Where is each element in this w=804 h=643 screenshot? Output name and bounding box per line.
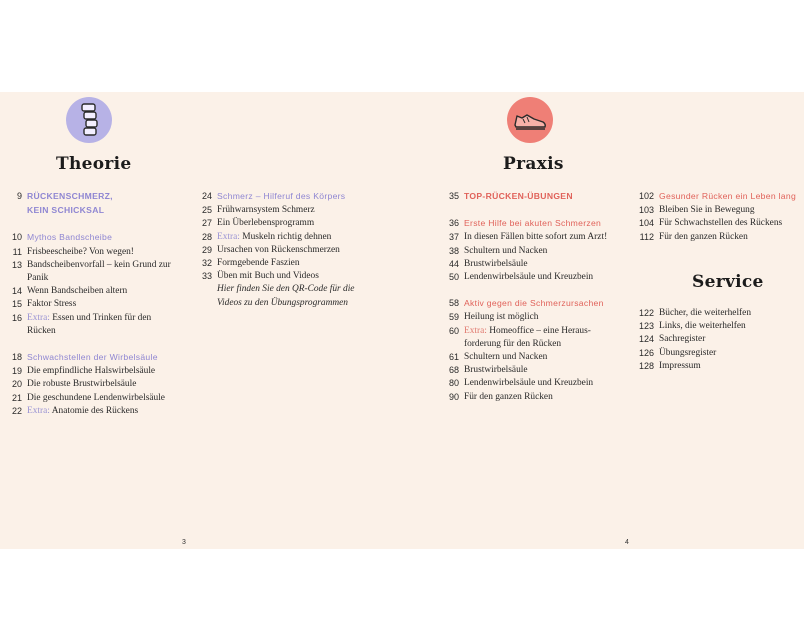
- section-heading-theorie: Theorie: [56, 154, 132, 174]
- toc-column-service: [632, 307, 804, 373]
- toc-text: Frisbeescheibe? Von wegen!: [27, 246, 134, 257]
- toc-text: Für den ganzen Rücken: [464, 391, 553, 402]
- toc-entry: [437, 391, 627, 404]
- toc-entry-title: [27, 272, 194, 285]
- toc-entry-title: [659, 307, 804, 320]
- sneaker-icon: [507, 97, 553, 143]
- toc-text: Ein Überlebensprogramm: [217, 218, 315, 229]
- toc-entry-title: [217, 270, 384, 283]
- toc-entry: [632, 231, 804, 244]
- extra-label: Extra:: [27, 405, 52, 416]
- extra-label: Extra:: [27, 312, 53, 323]
- toc-page-number: 18: [11, 352, 22, 363]
- toc-entry-title: [27, 285, 194, 298]
- toc-text: Frühwarnsystem Schmerz: [217, 205, 315, 216]
- toc-entry-title: [659, 231, 804, 244]
- toc-page-number: 112: [639, 231, 654, 242]
- toc-page-number: 90: [448, 391, 459, 402]
- toc-entry-title: [27, 231, 194, 245]
- toc-entry: [437, 311, 627, 324]
- toc-page-number: 22: [11, 405, 22, 416]
- toc-entry-title: [464, 377, 627, 390]
- toc-entry-title: [27, 365, 194, 378]
- toc-page-number: 28: [201, 231, 212, 242]
- toc-entry-title: [27, 190, 194, 204]
- toc-entry: [4, 259, 194, 272]
- toc-entry: [437, 364, 627, 377]
- toc-spacer: [4, 338, 194, 351]
- toc-entry-title: [27, 246, 194, 259]
- toc-text: RÜCKENSCHMERZ,: [27, 191, 113, 201]
- toc-text: Essen und Trinken für den: [52, 312, 152, 323]
- toc-page-number: 61: [448, 352, 459, 363]
- toc-page-number: 102: [638, 191, 654, 201]
- toc-entry-title: [27, 325, 194, 338]
- toc-page-number: 27: [201, 218, 212, 229]
- toc-text: Ursachen von Rückenschmerzen: [217, 244, 340, 255]
- toc-column-praxis-1: [437, 190, 627, 404]
- toc-page-number: 16: [11, 312, 22, 323]
- toc-text: KEIN SCHICKSAL: [27, 205, 105, 216]
- toc-page-number: 32: [201, 258, 212, 269]
- toc-text: Gesunder Rücken ein Leben lang: [659, 191, 797, 201]
- toc-page-number: 14: [11, 286, 22, 297]
- toc-entry: [4, 298, 194, 311]
- toc-text: Die geschundene Lendenwirbelsäule: [27, 392, 165, 403]
- toc-page-number: 60: [448, 325, 459, 336]
- toc-entry-title: [659, 347, 804, 360]
- toc-entry-title: [27, 351, 194, 365]
- toc-entry-title: [464, 231, 627, 244]
- toc-text: Brustwirbelsäule: [464, 365, 528, 376]
- toc-entry: [437, 231, 627, 244]
- toc-page-number: [194, 297, 217, 310]
- toc-entry-title: [217, 244, 384, 257]
- toc-entry-title: [217, 217, 384, 230]
- toc-entry: [194, 204, 384, 217]
- toc-text: Für den ganzen Rücken: [659, 231, 748, 242]
- toc-entry-title: [464, 338, 627, 351]
- toc-page-number: 29: [201, 244, 212, 255]
- toc-entry-title: [659, 217, 804, 230]
- page-number-left: 3: [182, 539, 186, 546]
- toc-page-number: [194, 283, 217, 296]
- toc-entry-title: [27, 312, 194, 325]
- toc-spacer: [4, 218, 194, 231]
- toc-entry: [194, 297, 384, 310]
- toc-entry: [4, 285, 194, 298]
- toc-entry-title: [464, 364, 627, 377]
- toc-entry-title: [464, 271, 627, 284]
- toc-text: forderung für den Rücken: [464, 338, 562, 349]
- toc-page-number: 25: [201, 205, 212, 216]
- toc-page-number: 122: [638, 308, 654, 318]
- toc-entry: [4, 405, 194, 418]
- toc-text: Panik: [27, 273, 49, 284]
- toc-entry-title: [659, 360, 804, 373]
- toc-page-number: 37: [448, 232, 459, 243]
- toc-entry-title: [464, 391, 627, 404]
- toc-text: TOP-RÜCKEN-ÜBUNGEN: [464, 191, 573, 201]
- toc-page-number: 59: [448, 312, 459, 323]
- toc-entry-title: [464, 351, 627, 364]
- toc-text: Formgebende Faszien: [217, 258, 300, 269]
- toc-text: Bleiben Sie in Bewegung: [659, 205, 755, 216]
- toc-entry: [4, 351, 194, 365]
- toc-page-number: 20: [11, 379, 22, 390]
- toc-entry-title: [464, 217, 627, 231]
- toc-entry: [194, 190, 384, 204]
- toc-text: Erste Hilfe bei akuten Schmerzen: [464, 218, 602, 229]
- toc-page-number: 50: [448, 272, 459, 283]
- toc-entry: [632, 333, 804, 346]
- toc-page-number: 11: [12, 246, 22, 257]
- toc-page-number: 126: [638, 347, 654, 358]
- toc-text: Rücken: [27, 325, 56, 336]
- toc-page-number: [4, 204, 27, 218]
- toc-page-number: 58: [448, 298, 459, 309]
- toc-entry: [437, 245, 627, 258]
- toc-entry: [194, 231, 384, 244]
- page-number-right: 4: [625, 539, 629, 546]
- toc-entry: [4, 392, 194, 405]
- toc-entry: [4, 231, 194, 245]
- toc-entry-title: [27, 204, 194, 218]
- toc-entry: [4, 312, 194, 325]
- toc-page-number: 13: [11, 259, 22, 270]
- toc-entry: [632, 347, 804, 360]
- toc-text: Wenn Bandscheiben altern: [27, 286, 128, 297]
- toc-text: Lendenwirbelsäule und Kreuzbein: [464, 272, 594, 283]
- toc-page-number: 24: [201, 191, 212, 201]
- toc-text: Bandscheibenvorfall – kein Grund zur: [27, 259, 171, 270]
- toc-entry: [4, 325, 194, 338]
- toc-entry: [437, 258, 627, 271]
- toc-entry-title: [217, 190, 384, 204]
- toc-entry-title: [464, 190, 627, 204]
- toc-page-number: [4, 272, 27, 285]
- toc-text: Heilung ist möglich: [464, 312, 539, 323]
- toc-page-number: 10: [11, 232, 22, 243]
- toc-page-number: 38: [448, 245, 459, 256]
- toc-text: Anatomie des Rückens: [51, 405, 139, 416]
- toc-page-number: 19: [11, 366, 22, 377]
- toc-entry-title: [27, 405, 194, 418]
- toc-page-number: 68: [448, 365, 459, 376]
- toc-text: Faktor Stress: [27, 299, 77, 310]
- toc-text: Mythos Bandscheibe: [27, 232, 113, 243]
- toc-entry-title: [217, 204, 384, 217]
- toc-entry: [4, 365, 194, 378]
- toc-entry: [632, 204, 804, 217]
- toc-entry: [437, 297, 627, 311]
- toc-text: Schultern und Nacken: [464, 352, 548, 363]
- toc-page-number: 21: [11, 392, 22, 403]
- toc-entry-title: [27, 259, 194, 272]
- toc-entry-title: [27, 378, 194, 391]
- toc-entry: [437, 338, 627, 351]
- toc-entry: [4, 378, 194, 391]
- toc-text: Üben mit Buch und Videos: [217, 271, 319, 282]
- toc-entry: [437, 351, 627, 364]
- toc-page-number: 103: [638, 205, 654, 216]
- toc-text: Schmerz – Hilferuf des Körpers: [217, 191, 346, 201]
- toc-text: Brustwirbelsäule: [464, 258, 528, 269]
- toc-entry: [194, 270, 384, 283]
- toc-page-number: 35: [448, 191, 459, 201]
- toc-entry: [194, 257, 384, 270]
- toc-entry-title: [464, 258, 627, 271]
- toc-entry: [4, 190, 194, 204]
- section-heading-praxis: Praxis: [503, 154, 564, 174]
- toc-text: Für Schwachstellen des Rückens: [659, 218, 783, 229]
- toc-entry: [194, 244, 384, 257]
- toc-entry-title: [217, 283, 384, 296]
- toc-entry: [437, 377, 627, 390]
- toc-text: Impressum: [659, 360, 701, 371]
- section-heading-service: Service: [692, 272, 764, 292]
- toc-column-praxis-2: [632, 190, 804, 244]
- toc-entry-title: [464, 325, 627, 338]
- toc-text: Videos zu den Übungsprogrammen: [217, 297, 348, 308]
- extra-label: Extra:: [464, 325, 490, 336]
- toc-text: Homeoffice – eine Heraus-: [489, 325, 591, 336]
- toc-text: Sachregister: [659, 334, 706, 345]
- toc-entry-title: [217, 231, 384, 244]
- toc-page-number: 9: [16, 191, 22, 201]
- toc-entry-title: [464, 245, 627, 258]
- toc-entry-title: [464, 311, 627, 324]
- toc-text: Schultern und Nacken: [464, 245, 548, 256]
- toc-page-number: 44: [448, 258, 459, 269]
- toc-page-number: [437, 338, 464, 351]
- toc-entry: [632, 190, 804, 204]
- toc-page-number: 104: [638, 218, 654, 229]
- toc-entry-title: [217, 257, 384, 270]
- toc-entry-title: [659, 204, 804, 217]
- toc-page-number: 33: [201, 271, 212, 282]
- toc-text: Die empfindliche Halswirbelsäule: [27, 366, 156, 377]
- toc-spacer: [437, 204, 627, 217]
- toc-text: Übungsregister: [659, 347, 717, 358]
- toc-entry: [437, 325, 627, 338]
- toc-entry: [194, 283, 384, 296]
- toc-text: Aktiv gegen die Schmerzursachen: [464, 298, 604, 309]
- toc-page-number: 80: [448, 378, 459, 389]
- toc-entry: [632, 307, 804, 320]
- toc-column-theorie-2: [194, 190, 384, 310]
- spine-icon: [66, 97, 112, 143]
- toc-entry: [194, 217, 384, 230]
- toc-entry: [4, 204, 194, 218]
- toc-entry-title: [659, 320, 804, 333]
- toc-text: Schwachstellen der Wirbelsäule: [27, 352, 158, 363]
- toc-entry: [437, 217, 627, 231]
- toc-entry: [632, 320, 804, 333]
- toc-page-number: 123: [638, 321, 654, 332]
- toc-text: Lendenwirbelsäule und Kreuzbein: [464, 378, 594, 389]
- toc-page-number: 124: [638, 334, 654, 345]
- toc-entry: [437, 190, 627, 204]
- toc-entry-title: [659, 190, 804, 204]
- toc-entry-title: [659, 333, 804, 346]
- toc-text: Muskeln richtig dehnen: [242, 231, 332, 242]
- toc-entry-title: [27, 298, 194, 311]
- toc-entry-title: [27, 392, 194, 405]
- toc-page-number: 128: [638, 360, 654, 371]
- toc-entry: [632, 217, 804, 230]
- toc-text: In diesen Fällen bitte sofort zum Arzt!: [464, 232, 608, 243]
- toc-entry-title: [217, 297, 384, 310]
- toc-entry: [632, 360, 804, 373]
- toc-text: Links, die weiterhelfen: [659, 321, 746, 332]
- toc-page-number: [4, 325, 27, 338]
- extra-label: Extra:: [217, 231, 243, 242]
- toc-entry: [4, 272, 194, 285]
- toc-entry-title: [464, 297, 627, 311]
- toc-text: Hier finden Sie den QR-Code für die: [217, 284, 355, 295]
- toc-entry: [437, 271, 627, 284]
- toc-text: Bücher, die weiterhelfen: [659, 308, 752, 318]
- toc-column-theorie-1: [4, 190, 194, 418]
- toc-text: Die robuste Brustwirbelsäule: [27, 379, 137, 390]
- toc-page-number: 15: [11, 299, 22, 310]
- toc-entry: [4, 246, 194, 259]
- toc-page-number: 36: [448, 218, 459, 229]
- toc-spacer: [437, 284, 627, 297]
